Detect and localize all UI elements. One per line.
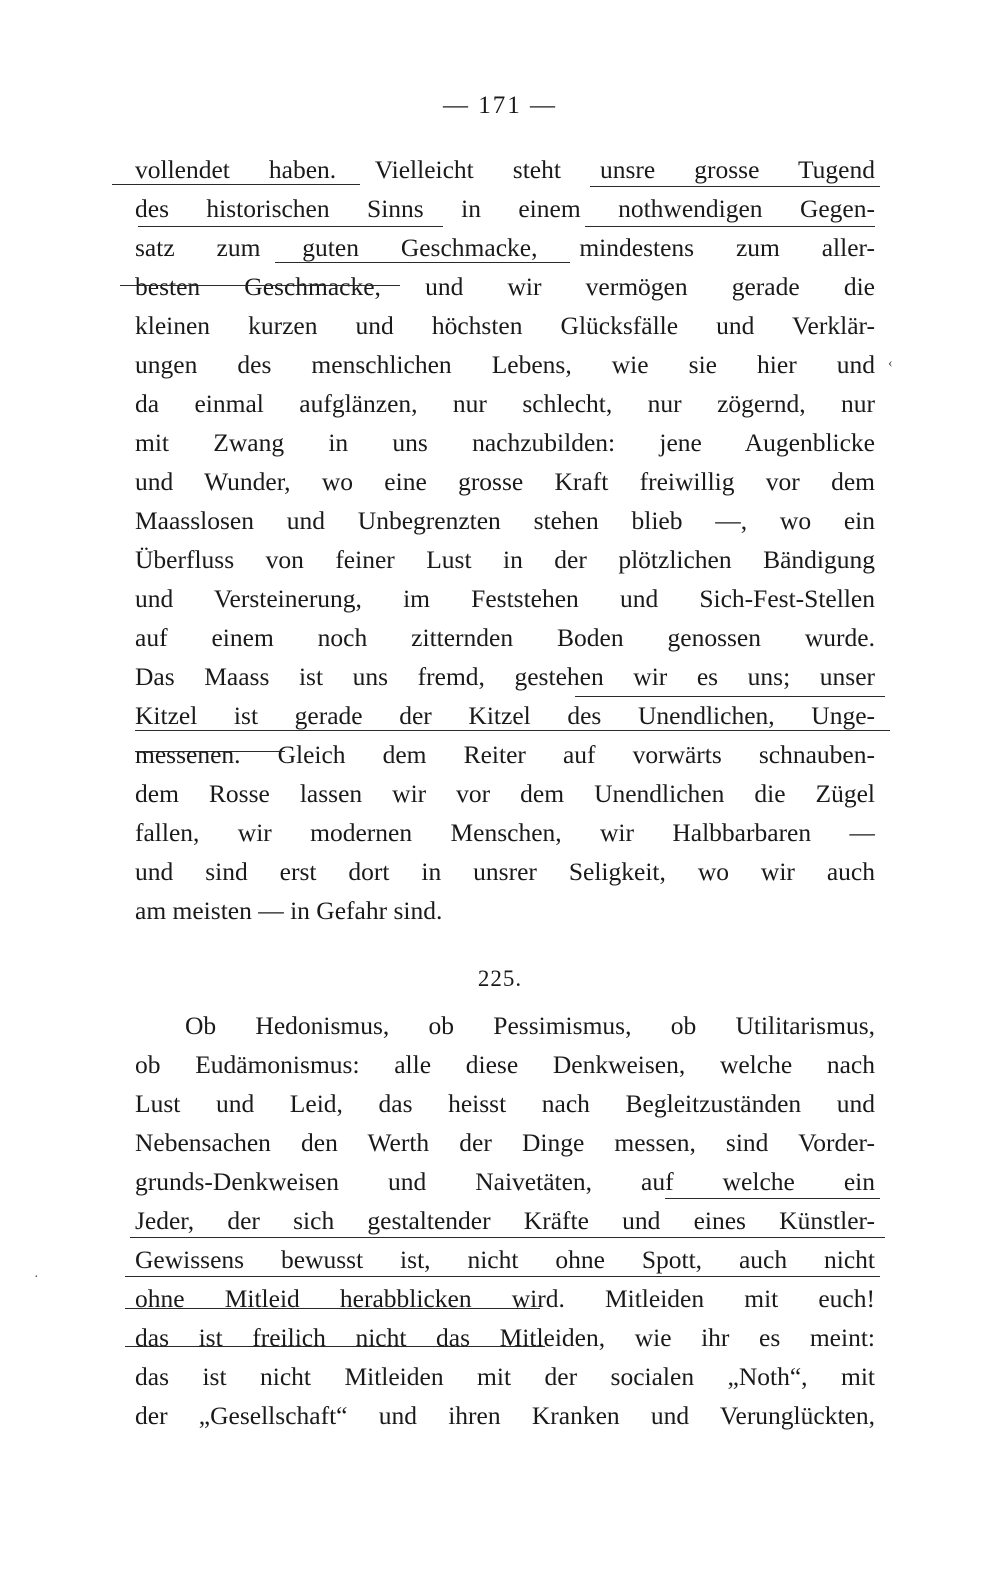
text-line: der „Gesellschaft“ und ihren Kranken und Verunglückten, [135, 1401, 875, 1430]
text-line: da einmal aufglänzen, nur schlecht, nur zögernd, nur [135, 389, 875, 418]
text-line: mit Zwang in uns nachzubilden: jene Augenblicke [135, 428, 875, 457]
text-line: des historischen Sinns in einem nothwendigen Gegen- [135, 194, 875, 223]
text-line: das ist freilich nicht das Mitleiden, wie ihr es meint: [135, 1323, 875, 1352]
text-line: fallen, wir modernen Menschen, wir Halbbarbaren — [135, 818, 875, 847]
text-line: ob Eudämonismus: alle diese Denkweisen, welche nach [135, 1050, 875, 1079]
text-line: ungen des menschlichen Lebens, wie sie hier und [135, 350, 875, 379]
text-line: Gewissens bewusst ist, nicht ohne Spott, auch nicht [135, 1245, 875, 1274]
margin-mark: · [34, 1270, 39, 1285]
text-line: Ob Hedonismus, ob Pessimismus, ob Utilitarismus, [185, 1011, 875, 1040]
pencil-underline [585, 226, 875, 227]
pencil-underline [130, 1237, 885, 1238]
text-line: Überfluss von feiner Lust in der plötzlichen Bändigung [135, 545, 875, 574]
text-line: Jeder, der sich gestaltender Kräfte und eines Künstler- [135, 1206, 875, 1235]
text-line: Das Maass ist uns fremd, gestehen wir es uns; unser [135, 662, 875, 691]
pencil-strikethrough [120, 285, 400, 286]
pencil-underline [590, 186, 880, 187]
text-line: und Wunder, wo eine grosse Kraft freiwillig vor dem [135, 467, 875, 496]
text-line: kleinen kurzen und höchsten Glücksfälle und Verklär- [135, 311, 875, 340]
text-line: auf einem noch zitternden Boden genossen wurde. [135, 623, 875, 652]
text-line: satz zum guten Geschmacke, mindestens zum aller- [135, 233, 875, 262]
pencil-strikethrough [125, 1346, 545, 1347]
section-number: 225. [477, 966, 523, 991]
text-line: am meisten — in Gefahr sind. [135, 896, 443, 925]
text-line: besten Geschmacke, und wir vermögen gerade die [135, 272, 875, 301]
paragraph-225 [135, 1006, 875, 1435]
pencil-underline [575, 696, 885, 697]
text-line: Maasslosen und Unbegrenzten stehen blieb —, wo ein [135, 506, 875, 535]
pencil-strikethrough [135, 751, 285, 752]
pencil-underline [112, 184, 360, 185]
text-line: Nebensachen den Werth der Dinge messen, sind Vorder- [135, 1128, 875, 1157]
paragraph-continued [135, 150, 875, 930]
pencil-underline [135, 730, 890, 731]
text-line: und Versteinerung, im Feststehen und Sich-Fest-Stellen [135, 584, 875, 613]
text-line: Kitzel ist gerade der Kitzel des Unendlichen, Unge- [135, 701, 875, 730]
text-line: vollendet haben. Vielleicht steht unsre grosse Tugend [135, 155, 875, 184]
pencil-underline [275, 262, 570, 263]
text-line: dem Rosse lassen wir vor dem Unendlichen die Zügel [135, 779, 875, 808]
text-line: Lust und Leid, das heisst nach Begleitzuständen und [135, 1089, 875, 1118]
text-line: ohne Mitleid herabblicken wird. Mitleiden mit euch! [135, 1284, 875, 1313]
text-line: grunds-Denkweisen und Naivetäten, auf welche ein [135, 1167, 875, 1196]
text-line: und sind erst dort in unsrer Seligkeit, wo wir auch [135, 857, 875, 886]
text-line: das ist nicht Mitleiden mit der socialen „Noth“, mit [135, 1362, 875, 1391]
page-number: — 171 — [443, 92, 557, 119]
pencil-strikethrough [125, 1308, 540, 1309]
pencil-underline [665, 1198, 880, 1199]
pencil-underline [138, 226, 443, 227]
margin-mark: ‹ [888, 356, 893, 371]
pencil-underline [125, 1276, 880, 1277]
text-line: messenen. Gleich dem Reiter auf vorwärts schnauben- [135, 740, 875, 769]
